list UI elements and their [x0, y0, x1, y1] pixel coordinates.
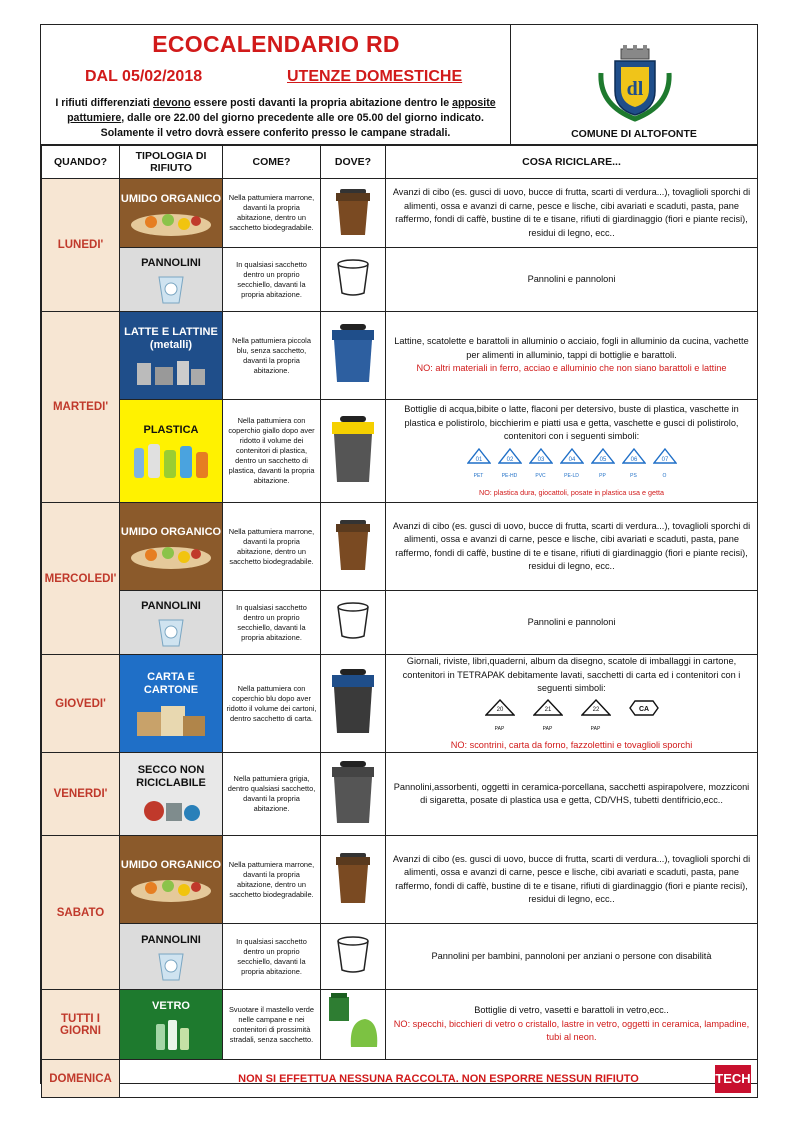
table-row	[42, 179, 758, 248]
table-row	[42, 312, 758, 400]
table-row	[42, 1060, 758, 1098]
what-secco: Pannolini,assorbenti, oggetti in ceramica-porcellana, sacchetti aspirapolvere, mozziconi di sigaretta, posate di plastica usa e getta, CD/VHS, tubetti dentifricio,ecc..	[386, 753, 758, 836]
col-tipologia: TIPOLOGIA DI RIFIUTO	[120, 146, 223, 179]
recycle-triangle-icon	[498, 448, 522, 464]
svg-text:22: 22	[592, 706, 599, 713]
type-vetro: VETRO	[120, 990, 223, 1060]
bucket-icon	[333, 255, 373, 299]
header-block	[41, 25, 511, 145]
what-pannolini: Pannolini e pannoloni	[386, 591, 758, 655]
type-carta: CARTA E CARTONE	[120, 655, 223, 753]
recycle-triangle-icon	[529, 448, 553, 464]
table-row	[42, 655, 758, 753]
col-dove: DOVE?	[321, 146, 386, 179]
start-date: DAL 05/02/2018	[85, 68, 203, 85]
brown-bin-icon	[330, 847, 376, 907]
recycle-hexagon-icon	[629, 699, 659, 717]
table-header-row	[42, 146, 758, 179]
how-latte: Nella pattumiera piccola blu, senza sacchetto, davanti la propria abitazione.	[223, 312, 321, 400]
organic-waste-icon	[126, 209, 216, 237]
plastic-symbol-pehd: 02 PE-HD	[498, 448, 522, 484]
svg-text:CA: CA	[638, 705, 649, 713]
coat-of-arms-icon	[597, 43, 673, 123]
how-umido: Nella pattumiera marrone, davanti la propria abitazione, dentro un sacchetto biodegradabile.	[223, 836, 321, 924]
recycle-triangle-icon	[622, 448, 646, 464]
recycle-triangle-icon	[560, 448, 584, 464]
bin-brown	[321, 503, 386, 591]
carta-exclusions: NO: scontrini, carta da forno, fazzolettini e tovaglioli sporchi	[450, 739, 693, 750]
type-umido: UMIDO ORGANICO	[120, 503, 223, 591]
plastic-symbol-ps: 06 PS	[622, 448, 646, 484]
table-row	[42, 990, 758, 1060]
blue-bin-icon	[326, 320, 380, 386]
what-latte: Lattine, scatolette e barattoli in alluminio o acciaio, fogli in alluminio da cucina, vachette per alimenti in alluminio, tappi di bottiglie e barattoli. NO: altri materiali in ferro, acciao e alluminio che non siano barattoli e lattine	[386, 312, 758, 400]
paper-boxes-icon	[131, 700, 211, 740]
plastic-symbol-o: 07 O	[653, 448, 677, 484]
brown-bin-icon	[330, 514, 376, 574]
what-pannolini-sabato: Pannolini per bambini, pannoloni per anziani o persone con disabilità	[386, 924, 758, 990]
recycle-triangle-icon	[485, 699, 515, 717]
svg-text:05: 05	[599, 456, 606, 463]
type-plastica: PLASTICA	[120, 400, 223, 503]
collection-table	[41, 145, 758, 1098]
plastic-symbol-pvc: 03 PVC	[529, 448, 553, 484]
col-come: COME?	[223, 146, 321, 179]
what-umido: Avanzi di cibo (es. gusci di uovo, bucce di frutta, scarti di verdura...), tovaglioli sporchi di alimenti, ossa e avanzi di carne, pesce e lische, cibi avariati e scaduti, pasta, pane raffermo, fondi di caffè, bustine di te e tisane, rifiuti di giardinaggio (fiori e piante recisi), residui di legno, ecc..	[386, 179, 758, 248]
svg-text:dl: dl	[626, 78, 644, 100]
organic-waste-icon	[126, 542, 216, 570]
paper-symbols	[390, 699, 753, 737]
type-pannolini: PANNOLINI	[120, 248, 223, 312]
bin-yellow	[321, 400, 386, 503]
recycle-triangle-icon	[581, 699, 611, 717]
type-pannolini: PANNOLINI	[120, 591, 223, 655]
day-martedi: MARTEDI'	[42, 312, 120, 503]
bin-blue-small	[321, 312, 386, 400]
type-umido: UMIDO ORGANICO	[120, 179, 223, 248]
how-pannolini: In qualsiasi sacchetto dentro un proprio secchiello, davanti la propria abitazione.	[223, 924, 321, 990]
col-quando: QUANDO?	[42, 146, 120, 179]
table-row	[42, 503, 758, 591]
calendar-sheet	[40, 24, 758, 1084]
latte-exclusions: NO: altri materiali in ferro, acciao e alluminio che non siano barattoli e lattine	[416, 363, 727, 374]
table-row	[42, 248, 758, 312]
plastic-bottles-icon	[126, 440, 216, 482]
type-umido: UMIDO ORGANICO	[120, 836, 223, 924]
what-vetro: Bottiglie di vetro, vasetti e barattoli in vetro,ecc.. NO: specchi, bicchieri di vetro o cristallo, lastre in vetro, oggetti in ceramica, lampadine, tubi al neon.	[386, 990, 758, 1060]
table-row	[42, 400, 758, 503]
svg-text:20: 20	[496, 706, 503, 713]
diaper-bag-icon	[153, 273, 189, 305]
how-umido: Nella pattumiera marrone, davanti la propria abitazione, dentro un sacchetto biodegradabile.	[223, 503, 321, 591]
bucket-icon	[333, 932, 373, 976]
what-umido: Avanzi di cibo (es. gusci di uovo, bucce di frutta, scarti di verdura...), tovaglioli sporchi di alimenti, ossa e avanzi di carne, pesce e lische, cibi avariati e scaduti, pasta, pane raffermo, fondi di caffè, bustine di te e tisane, rifiuti di giardinaggio (fiori e piante recisi), residui di legno, ecc..	[386, 836, 758, 924]
svg-text:01: 01	[475, 456, 482, 463]
tech-logo: TECH	[715, 1065, 751, 1093]
intro-text: I rifiuti differenziati devono essere posti davanti la propria abitazione dentro le apposite pattumiere, dalle ore 22.00 del giorno precedente alle ore 05.00 del giorno indicato. Solamente il vetro dovrà essere conferito presso le campane stradali.	[55, 97, 496, 139]
subtitle: UTENZE DOMESTICHE	[287, 68, 463, 85]
diaper-bag-icon	[153, 616, 189, 648]
bin-blue-lid	[321, 655, 386, 753]
what-carta: Giornali, riviste, libri,quaderni, album da disegno, scatole di imballaggi in cartone, contenitori in TETRAPAK debitamente lavati, sacchetti di carta ed i contenitori con i seguenti simboli: 20 PAP 21 PAP 22 PAP CA NO: scontrini, carta da forno, fazzolettini e tovaglioli sporchi	[386, 655, 758, 753]
svg-text:07: 07	[661, 456, 668, 463]
blue-lid-bin-icon	[326, 665, 380, 737]
green-bell-bin-icon	[325, 991, 381, 1053]
day-sabato: SABATO	[42, 836, 120, 990]
recycle-triangle-icon	[467, 448, 491, 464]
svg-text:02: 02	[506, 456, 513, 463]
how-plastica: Nella pattumiera con coperchio giallo dopo aver ridotto il volume dei contenitori di plastica, dentro un sacchetto di plastica, davanti la propria abitazione.	[223, 400, 321, 503]
municipality-name: COMUNE DI ALTOFONTE	[571, 128, 697, 140]
what-plastica: Bottiglie di acqua,bibite o latte, flaconi per detersivo, buste di plastica, vaschette in plastica e polistirolo, bicchierim e piatti usa e getta, vaschette e gusci di polistirolo, contenitori con i seguenti simboli: 01 PET 02 PE-HD 03 PVC 04 PE-LD 05 PP 06 PS 07 O NO: plastica dura, giocattoli, posate in plastica usa e getta	[386, 400, 758, 503]
page-title: ECOCALENDARIO RD	[152, 31, 400, 57]
bin-bucket	[321, 248, 386, 312]
municipality-box	[511, 25, 757, 145]
svg-text:03: 03	[537, 456, 544, 463]
dry-waste-icon	[136, 793, 206, 827]
bin-grey	[321, 753, 386, 836]
day-tutti: TUTTI I GIORNI	[42, 990, 120, 1060]
grey-bin-icon	[326, 757, 380, 827]
vetro-exclusions: NO: specchi, bicchieri di vetro o cristallo, lastre in vetro, oggetti in ceramica, lampadine, tubi al neon.	[393, 1018, 750, 1043]
table-row	[42, 924, 758, 990]
paper-symbol-ca	[629, 699, 659, 737]
type-pannolini: PANNOLINI	[120, 924, 223, 990]
how-umido: Nella pattumiera marrone, davanti la propria abitazione, dentro un sacchetto biodegradabile.	[223, 179, 321, 248]
col-cosa: COSA RICICLARE...	[386, 146, 758, 179]
organic-waste-icon	[126, 875, 216, 903]
svg-text:06: 06	[630, 456, 637, 463]
what-pannolini: Pannolini e pannoloni	[386, 248, 758, 312]
cans-icon	[131, 355, 211, 389]
plastic-symbols	[390, 448, 753, 484]
type-latte: LATTE E LATTINE (metalli)	[120, 312, 223, 400]
day-giovedi: GIOVEDI'	[42, 655, 120, 753]
recycle-triangle-icon	[533, 699, 563, 717]
plastic-symbol-pp: 05 PP	[591, 448, 615, 484]
recycle-triangle-icon	[653, 448, 677, 464]
domenica-notice: NON SI EFFETTUA NESSUNA RACCOLTA. NON ESPORRE NESSUN RIFIUTO TECH	[120, 1060, 758, 1098]
svg-text:21: 21	[544, 706, 551, 713]
paper-symbol-22: 22 PAP	[581, 699, 611, 737]
table-row	[42, 836, 758, 924]
paper-symbol-20: 20 PAP	[485, 699, 515, 737]
bin-brown	[321, 836, 386, 924]
diaper-bag-icon	[153, 950, 189, 982]
glass-bottles-icon	[146, 1016, 196, 1052]
how-pannolini: In qualsiasi sacchetto dentro un proprio secchiello, davanti la propria abitazione.	[223, 248, 321, 312]
bin-bucket	[321, 591, 386, 655]
day-lunedi: LUNEDI'	[42, 179, 120, 312]
recycle-triangle-icon	[591, 448, 615, 464]
how-pannolini: In qualsiasi sacchetto dentro un proprio secchiello, davanti la propria abitazione.	[223, 591, 321, 655]
how-secco: Nella pattumiera grigia, dentro qualsiasi sacchetto, davanti la propria abitazione.	[223, 753, 321, 836]
plastica-exclusions: NO: plastica dura, giocattoli, posate in plastica usa e getta	[479, 487, 664, 497]
yellow-lid-bin-icon	[326, 412, 380, 486]
plastic-symbol-pet: 01 PET	[467, 448, 491, 484]
how-vetro: Svuotare il mastello verde nelle campane e nei contenitori di prossimità stradali, senza sacchetto.	[223, 990, 321, 1060]
paper-symbol-21: 21 PAP	[533, 699, 563, 737]
brown-bin-icon	[330, 183, 376, 239]
day-mercoledi: MERCOLEDI'	[42, 503, 120, 655]
day-domenica: DOMENICA	[42, 1060, 120, 1098]
table-row	[42, 591, 758, 655]
what-umido: Avanzi di cibo (es. gusci di uovo, bucce di frutta, scarti di verdura...), tovaglioli sporchi di alimenti, ossa e avanzi di carne, pesce e lische, cibi avariati e scaduti, pasta, pane raffermo, fondi di caffè, bustine di te e tisane, rifiuti di giardinaggio (fiori e piante recisi), residui di legno, ecc..	[386, 503, 758, 591]
plastic-symbol-peld: 04 PE-LD	[560, 448, 584, 484]
bucket-icon	[333, 598, 373, 642]
how-carta: Nella pattumiera con coperchio blu dopo aver ridotto il volume dei cartoni, dentro sacchetto di carta.	[223, 655, 321, 753]
day-venerdi: VENERDI'	[42, 753, 120, 836]
table-row	[42, 753, 758, 836]
bin-bucket	[321, 924, 386, 990]
type-secco: SECCO NON RICICLABILE	[120, 753, 223, 836]
svg-text:04: 04	[568, 456, 575, 463]
bin-green	[321, 990, 386, 1060]
bin-brown	[321, 179, 386, 248]
